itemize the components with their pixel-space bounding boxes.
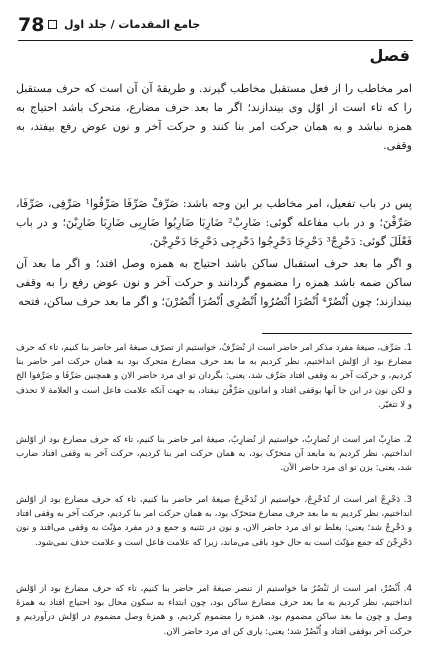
footnote: 3. دَحْرِجْ امر است از تُدَحْرِجُ، خواستیم از تُدَحْرِجُ صیغهٔ امر حاضر بنا کنیم، تاء که حرف مضارع بود از اوّلش انداختیم، نظر کردیم به ما بعد حرف مضارع متحرّک بود، به همان حرکت امر بنا کردیم، حرکت آخر به وقفی افتاد و دَحْرِجْ شد؛ یعنی: بغلط تو ای مرد حاضر الان، و نون در تثنیه و جمع و در مفرد مؤنّث به وقفی می‌افتد و نون دَحْرِجْنَ که جمع مؤنّث است به حال خود باقی می‌ماند، زیرا که علامت فاعل است و علامت حذف نمی‌شود. [16, 495, 412, 548]
footnote: 4. اُنْصُرْ، امر است از تَنْصُرُ ما خواستیم از تنصر صیغهٔ امر حاضر بنا کنیم، تاء که حرف مضارع بود از اوّلش انداختیم، نظر کردیم به ما بعد حرف مضارع ساکن بود، چون ابتداء به سکون محال بود احتیاج افتاد به همزهٔ وصل و چون ما بعد ساکن مضموم بود، همزه را مضموم کردیم، و همزهٔ وصل مضموم در اوّلش درآوردیم و حرکت آخر بوقفی افتاد و اُنْصُرْ شد؛ یعنی: یاری کن ای مرد حاضر الان. [16, 584, 412, 637]
body-paragraph: امر مخاطب را از فعل مستقبل مخاطب گیرند. و طریقهٔ آن آن است که حرف مستقبل را که تاء است از اوّل وی بیندازند؛ اگر ما بعد حرف مضارع، متحرک باشد احتیاج به همزه نباشد و به همان حرکت امر بنا کنند و حرکت آخر و نون عوض رفع بیفتد، به وقفی. [16, 82, 412, 152]
footnote-divider [262, 333, 412, 334]
section-heading: فصل [369, 46, 410, 65]
footnote: 1. صَرِّف، صیغهٔ مفرد مذکر امر حاضر است از تُصَرِّفُ، خواستیم از تصرّف صیغهٔ امر حاضر بنا کنیم، تاء که حرف مضارع بود از اوّلش انداختیم، نظر کردیم به ما بعد حرف مضارع متحرک بود به همان حرکت امر حاضر بنا کردیم، و حرکت آخر به وقفی افتاد صَرِّف شد، یعنی: بگردان تو ای مرد حاضر الان و همچنین صَرِّفَا و صَرِّفوا الخ و لکن نون در این جا آنها بوقفی افتاد و امانون صَرِّفْنَ نیفتاد، به جهت آنکه علامت فاعل است و العلامة لا تحذف و لا تتغیّر. [16, 343, 412, 410]
footnote: 2. ضارِبْ امر است از تُضارِبُ، خواستیم از تُضارِبُ، صیغهٔ امر حاضر بنا کنیم، تاء که حرف مضارع بود از اوّلش انداختیم، نظر کردیم به مابعد آن متحرّک بود، به همان حرکت امر بنا کردیم، حرکت آخر به وقفی افتاد ضارب شد، یعنی: بزن تو ای مرد حاضر الآن. [16, 435, 412, 474]
footnotes [16, 341, 412, 654]
page-number: 78 [18, 14, 45, 36]
page-header [18, 14, 413, 41]
body-paragraph: و اگر ما بعد حرف استقبال ساکن باشد احتیاج به همزه وصل افتد؛ و اگر ما بعد آن ساکن ضمه باشد همزه را مضموم گردانند و حرکت آخر و نون عوض رفع را به وقفی بیندازند؛ چون اُنْصُرْ⁴ اُنْصُرَا اُنْصُرُوا اُنْصُرِی اُنْصُرَا اُنْصُرْنَ؛ و اگر ما بعد حرف ساکن، فتحه [16, 257, 412, 308]
body-paragraph: پس در باب تفعیل، امر مخاطب بر این وجه باشد: صَرِّفْ صَرِّفَا صَرِّفُوا¹ صَرِّفِی، صَرِّفَا، صَرِّفْنَ؛ و در باب مفاعله گوئی: ضَارِبْ² ضَارِبَا ضَارِبُوا ضَارِبِی ضَارِبَا ضَارِبْنَ؛ و در باب فَعْلَلَ گوئی: دَحْرِجْ³ دَحْرِجَا دَحْرِجُوا دَحْرِجِی دَحْرِجَا دَحْرِجْنَ. [16, 197, 412, 248]
square-ornament-icon [48, 20, 57, 29]
running-title: جامع المقدمات / جلد اول [64, 18, 201, 31]
